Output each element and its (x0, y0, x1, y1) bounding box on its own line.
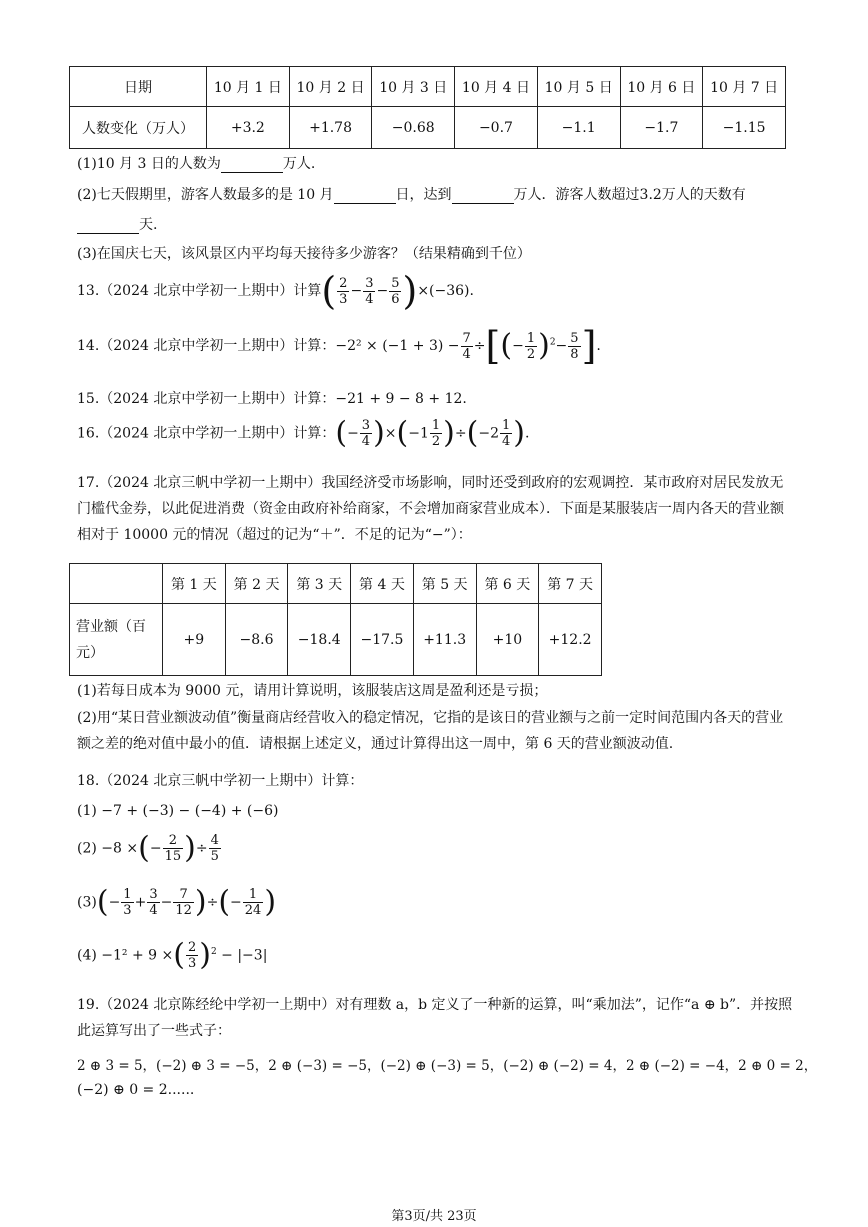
table-header-cell: 10 月 6 日 (620, 67, 703, 107)
table-cell: +1.78 (289, 107, 372, 149)
table-cell: −8.6 (225, 604, 288, 676)
table-cell: +3.2 (207, 107, 290, 149)
visitor-change-table (69, 66, 786, 149)
table-cell: 人数变化（万人） (70, 107, 207, 149)
q19-examples-line1: 2 ⊕ 3 = 5，(−2) ⊕ 3 = −5，2 ⊕ (−3) = −5，(−2) ⊕ (−3) = 5，(−2) ⊕ (−2) = 4，2 ⊕ (−2) = −4，2 ⊕ 0 = 2， (77, 1058, 818, 1074)
table-header-cell: 第 4 天 (351, 564, 414, 604)
q14: 14.（2024 北京中学初一上期中）计算：−2² × (−1 + 3) − $\frac{7}{4}$ ÷[(− $\frac{1}{2}$ )$^2$− $\frac{5}{8}$ ]. (77, 324, 601, 368)
q19-text: 19.（2024 北京陈经纶中学初一上期中）对有理数 a，b 定义了一种新的运算，叫“乘加法”，记作“a ⊕ b”．并按照此运算写出了一些式子： (77, 997, 793, 1039)
q18-part1: (1) −7 + (−3) − (−4) + (−6) (77, 803, 279, 819)
table-cell: 营业额（百元） (70, 604, 163, 676)
q17-text: 17.（2024 北京三帆中学初一上期中）我国经济受市场影响，同时还受到政府的宏观调控．某市政府对居民发放无门槛代金券，以此促进消费（资金由政府补给商家，不会增加商家营业成本）．下面是某服装店一周内各天的营业额相对于 10000 元的情况（超过的记为“＋”．不足的记为“−”）： (77, 475, 784, 543)
table-header-cell: 10 月 3 日 (372, 67, 455, 107)
table-cell: −0.7 (455, 107, 538, 149)
table-header-cell: 10 月 4 日 (455, 67, 538, 107)
table-cell: −17.5 (351, 604, 414, 676)
q19-examples-line2: (−2) ⊕ 0 = 2...... (77, 1082, 195, 1098)
q12-part3: (3)在国庆七天，该风景区内平均每天接待多少游客？（结果精确到千位） (77, 246, 531, 262)
q18-part2: (2) −8 ×(− $\frac{2}{15}$ )÷ $\frac{4}{5}$ (77, 830, 219, 866)
table-header-cell: 日期 (70, 67, 207, 107)
q18-part3: (3)(− $\frac{1}{3}$ + $\frac{3}{4}$ − $\frac{7}{12}$ )÷(− $\frac{1}{24}$ ) (77, 884, 277, 920)
table-cell: +10 (476, 604, 539, 676)
q12-part2-cont: 天. (77, 214, 157, 234)
table-header-cell: 第 3 天 (288, 564, 351, 604)
q12-part1: (1)10 月 3 日的人数为 万人. (77, 156, 316, 172)
table-header-cell: 第 2 天 (225, 564, 288, 604)
table-header-cell: 第 5 天 (413, 564, 476, 604)
table-cell: +12.2 (539, 604, 602, 676)
q18-head: 18.（2024 北京三帆中学初一上期中）计算： (77, 773, 364, 789)
table-header-cell: 第 6 天 (476, 564, 539, 604)
table-cell: −18.4 (288, 604, 351, 676)
q15: 15.（2024 北京中学初一上期中）计算：−21 + 9 − 8 + 12. (77, 391, 467, 407)
table-cell: −0.68 (372, 107, 455, 149)
table-cell: +11.3 (413, 604, 476, 676)
table-cell: −1.1 (537, 107, 620, 149)
q13: 13.（2024 北京中学初一上期中）计算( $\frac{2}{3}$ − $\frac{3}{4}$ − $\frac{5}{6}$ )×(−36). (77, 269, 474, 313)
table-cell: −1.7 (620, 107, 703, 149)
table-header-cell: 10 月 2 日 (289, 67, 372, 107)
table-cell: +9 (163, 604, 226, 676)
table-header-cell: 第 7 天 (539, 564, 602, 604)
q17-part2: (2)用“某日营业额波动值”衡量商店经营收入的稳定情况，它指的是该日的营业额与之前一定时间范围内各天的营业额之差的绝对值中最小的值．请根据上述定义，通过计算得出这一周中，第 6 天的营业额波动值. (77, 710, 784, 752)
table-cell: −1.15 (703, 107, 786, 149)
q12-part2: (2)七天假期里，游客人数最多的是 10 月 日，达到 万人．游客人数超过3.2万人的天数有 (77, 187, 746, 203)
table-header-cell: 第 1 天 (163, 564, 226, 604)
page-footer: 第3页/共 23页 (391, 1209, 477, 1224)
q18-part4: (4) −1² + 9 ×( $\frac{2}{3}$ )$^2$ − |−3| (77, 937, 268, 973)
table-header-cell: 10 月 7 日 (703, 67, 786, 107)
revenue-table (69, 563, 602, 676)
table-header-cell: 10 月 1 日 (207, 67, 290, 107)
q17-part1: (1)若每日成本为 9000 元，请用计算说明，该服装店这周是盈利还是亏损； (77, 683, 548, 699)
table-header-cell: 10 月 5 日 (537, 67, 620, 107)
table-header-cell (70, 564, 163, 604)
q16: 16.（2024 北京中学初一上期中）计算：(− $\frac{3}{4}$ )×(−1 $\frac{1}{2}$ )÷(−2 $\frac{1}{4}$ ). (77, 415, 530, 451)
